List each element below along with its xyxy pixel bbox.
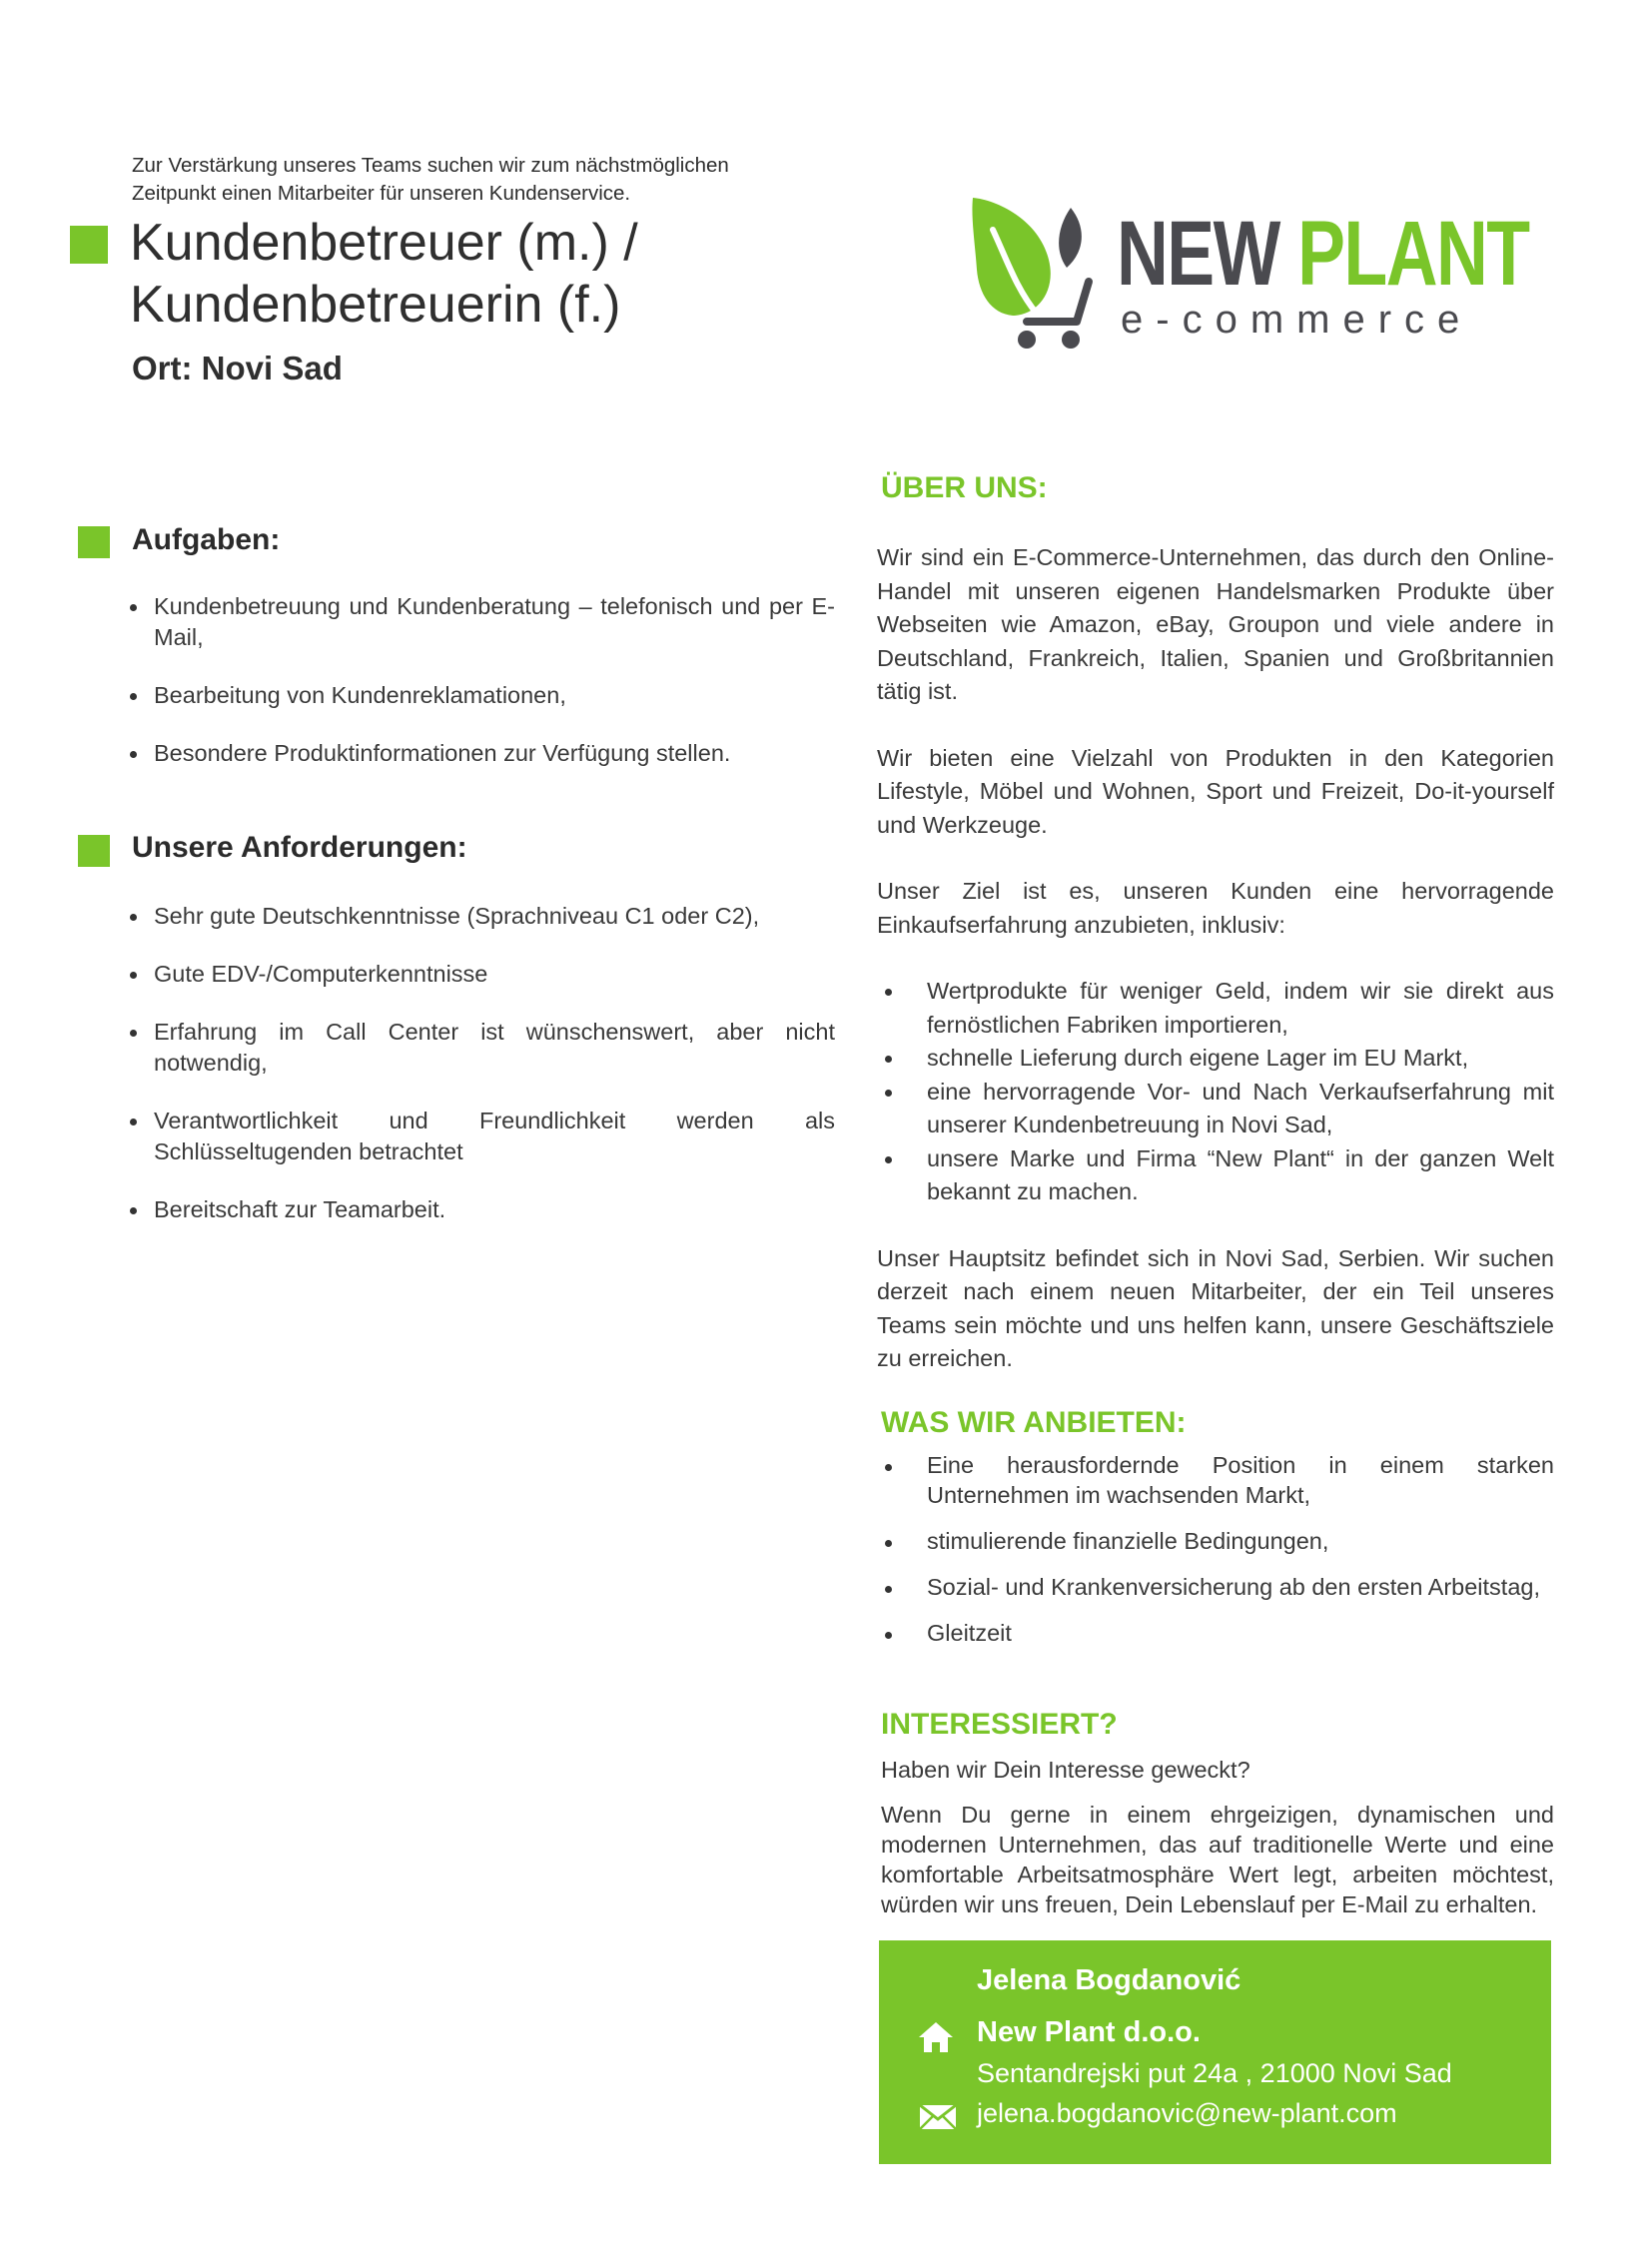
list-item: eine hervorragende Vor- und Nach Verkaufserfahrung mit unserer Kundenbetreuung in Novi Sad, [877,1076,1554,1142]
job-title-line-2: Kundenbetreuerin (f.) [130,276,621,334]
interest-paragraph: Wenn Du gerne in einem ehrgeizigen, dynamischen und modernen Unternehmen, das auf traditionelle Werte und eine komfortable Arbeitsatmosphäre Wert legt, arbeiten möchtest, würden wir uns freuen, Dein Lebenslauf per E-Mail zu erhalten. [881,1802,1554,1917]
contact-company: New Plant d.o.o. [977,2016,1201,2048]
about-list [877,975,1554,1209]
list-item: Kundenbetreuung und Kundenberatung – telefonisch und per E-Mail, [130,591,835,653]
job-title-line-1: Kundenbetreuer (m.) / [130,214,638,272]
contact-name: Jelena Bogdanović [977,1964,1241,1996]
brand-plant: PLANT [1297,203,1529,305]
offer-heading: WAS WIR ANBIETEN: [881,1406,1187,1439]
about-paragraph-3: Unser Ziel ist es, unseren Kunden eine hervorragende Einkaufserfahrung anzubieten, inklusiv: [877,878,1554,938]
list-item: Gute EDV-/Computerkenntnisse [130,959,835,990]
intro-line-2: Zeitpunkt einen Mitarbeiter für unseren Kundenservice. [132,182,631,205]
leaf-cart-icon [967,190,1107,350]
tasks-heading: Aufgaben: [132,523,281,556]
brand-tagline: e-commerce [1121,298,1473,342]
list-item: Gleitzeit [877,1618,1554,1648]
interest-heading: INTERESSIERT? [881,1708,1118,1741]
brand-new: NEW [1117,203,1279,305]
tasks-list [130,591,835,769]
list-item: unsere Marke und Firma “New Plant“ in der ganzen Welt bekannt zu machen. [877,1142,1554,1209]
requirements-section [130,901,835,1252]
job-title [130,212,889,336]
envelope-icon [919,2104,957,2130]
tasks-section [130,591,835,796]
contact-box [879,1940,1551,2164]
tasks-marker [78,526,110,558]
list-item: Besondere Produktinformationen zur Verfügung stellen. [130,738,835,769]
about-section [877,541,1554,1376]
list-item: schnelle Lieferung durch eigene Lager im EU Markt, [877,1042,1554,1076]
title-marker [70,226,108,264]
list-item: Wertprodukte für weniger Geld, indem wir sie direkt aus fernöstlichen Fabriken importieren, [877,975,1554,1042]
interest-question: Haben wir Dein Interesse geweckt? [881,1757,1250,1783]
list-item: Erfahrung im Call Center ist wünschenswert, aber nicht notwendig, [130,1017,835,1079]
home-icon [917,2020,955,2054]
about-heading: ÜBER UNS: [881,471,1048,504]
about-paragraph-2: Wir bieten eine Vielzahl von Produkten in den Kategorien Lifestyle, Möbel und Wohnen, Sport und Freizeit, Do-it-yourself und Werkzeuge. [877,744,1554,838]
contact-address: Sentandrejski put 24a , 21000 Novi Sad [977,2058,1452,2088]
requirements-marker [78,835,110,867]
offer-list [877,1450,1554,1648]
location: Ort: Novi Sad [132,350,343,386]
about-paragraph-4: Unser Hauptsitz befindet sich in Novi Sad, Serbien. Wir suchen derzeit nach einem neuen Mitarbeiter, der ein Teil unseres Teams sein möchte und uns helfen kann, unsere Geschäftsziele zu erreichen. [877,1244,1554,1371]
intro-text [132,152,831,208]
list-item: stimulierende finanzielle Bedingungen, [877,1526,1554,1556]
list-item: Sozial- und Krankenversicherung ab den ersten Arbeitstag, [877,1572,1554,1602]
requirements-list [130,901,835,1225]
list-item: Verantwortlichkeit und Freundlichkeit werden als Schlüsseltugenden betrachtet [130,1106,835,1167]
requirements-heading: Unsere Anforderungen: [132,831,467,864]
list-item: Sehr gute Deutschkenntnisse (Sprachniveau C1 oder C2), [130,901,835,932]
brand-name [1117,203,1529,305]
list-item: Eine herausfordernde Position in einem starken Unternehmen im wachsenden Markt, [877,1450,1554,1510]
list-item: Bearbeitung von Kundenreklamationen, [130,680,835,711]
offer-section [877,1450,1554,1664]
logo [967,190,1529,350]
intro-line-1: Zur Verstärkung unseres Teams suchen wir zum nächstmöglichen [132,154,729,177]
contact-email[interactable]: jelena.bogdanovic@new-plant.com [977,2098,1397,2128]
list-item: Bereitschaft zur Teamarbeit. [130,1194,835,1225]
about-paragraph-1: Wir sind ein E-Commerce-Unternehmen, das durch den Online-Handel mit unseren eigenen Handelsmarken Produkte über Webseiten wie Amazon, eBay, Groupon und viele andere in Deutschland, Frankreich, Italien, Spanien und Großbritannien tätig ist. [877,544,1554,704]
